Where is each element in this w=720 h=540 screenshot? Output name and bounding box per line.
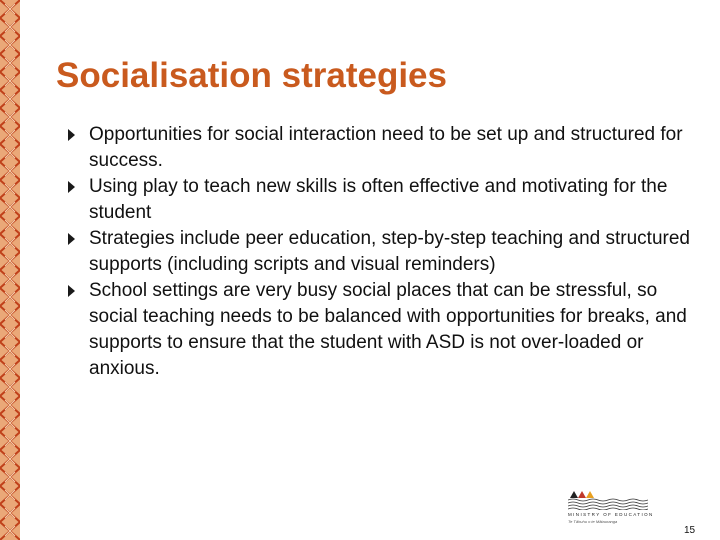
ministry-logo: [568, 490, 654, 530]
logo-subtitle: Te Tāhuhu o te Mātauranga: [568, 519, 618, 524]
decorative-border: [0, 0, 20, 540]
page-number: 15: [684, 525, 696, 536]
bullet-list: [68, 122, 708, 382]
bullet-text: Using play to teach new skills is often effective and motivating for the student: [89, 176, 668, 223]
logo-name: MINISTRY OF EDUCATION: [568, 512, 654, 517]
triangle-right-icon: [68, 129, 75, 141]
bullet-item: [68, 122, 708, 174]
bullet-text: School settings are very busy social places that can be stressful, so social teaching needs to be balanced with opportunities for breaks, and supports to ensure that the student with ASD is not over-loaded or anxious.: [89, 280, 687, 379]
bullet-item: [68, 174, 708, 226]
slide-title: Socialisation strategies: [56, 56, 447, 95]
bullet-text: Opportunities for social interaction need to be set up and structured for success.: [89, 124, 683, 171]
bullet-item: [68, 226, 708, 278]
triangle-right-icon: [68, 233, 75, 245]
bullet-item: [68, 278, 708, 382]
triangle-right-icon: [68, 285, 75, 297]
triangle-right-icon: [68, 181, 75, 193]
logo-peaks-icon: [570, 490, 600, 498]
bullet-text: Strategies include peer education, step-by-step teaching and structured supports (including scripts and visual reminders): [89, 228, 690, 275]
logo-waves-icon: [568, 498, 648, 510]
